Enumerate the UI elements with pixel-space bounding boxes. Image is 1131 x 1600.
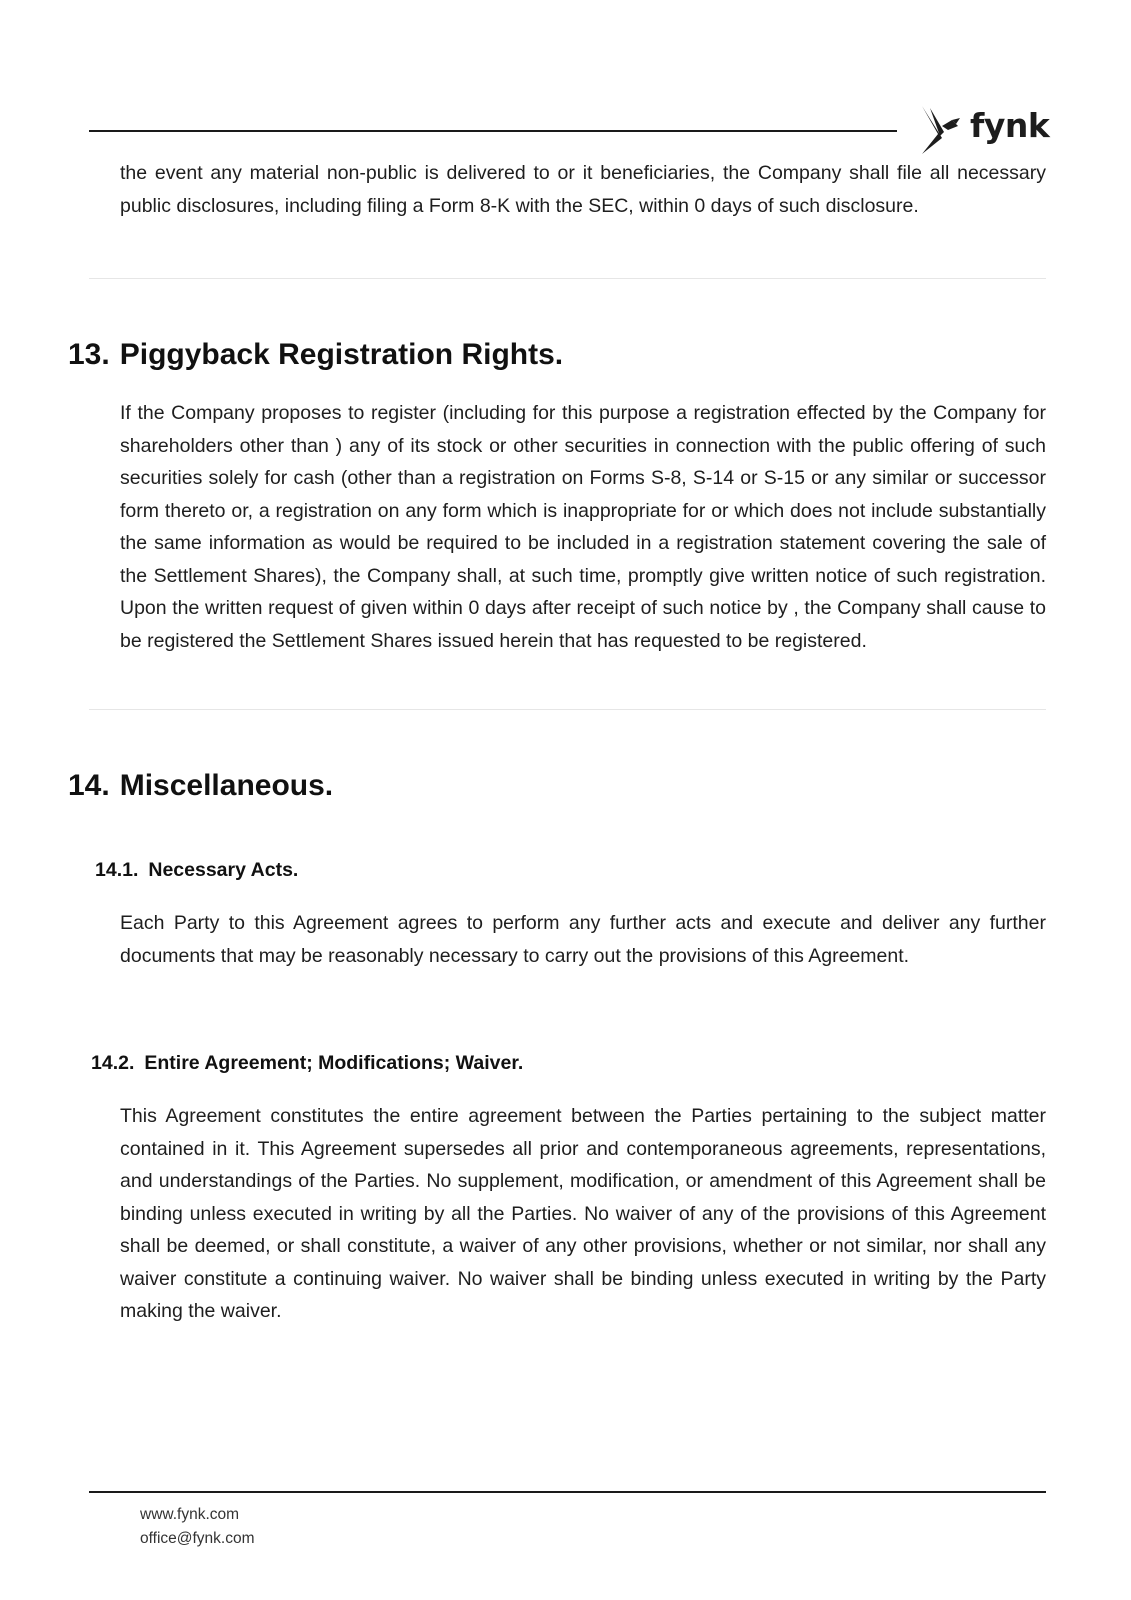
subsection-14-1-heading — [95, 858, 298, 882]
footer-email[interactable]: office@fynk.com — [140, 1530, 255, 1547]
section-divider — [89, 278, 1046, 279]
intro-paragraph: the event any material non-public is delivered to or it beneficiaries, the Company shall file all necessary public disclosures, including filing a Form 8-K with the SEC, within 0 days of such disclosure. — [120, 162, 1046, 217]
subsection-14-1-body: Each Party to this Agreement agrees to perform any further acts and execute and deliver any further documents that may be reasonably necessary to carry out the provisions of this Agreement. — [120, 912, 1046, 967]
subsection-14-2-heading — [91, 1051, 523, 1075]
section-number: 13. — [68, 338, 110, 371]
section-14-heading — [68, 768, 333, 804]
logo — [918, 104, 1049, 160]
bird-icon — [918, 104, 964, 156]
subsection-number: 14.1. — [95, 859, 139, 881]
logo-text: fynk — [970, 106, 1050, 145]
header-divider — [89, 130, 897, 132]
footer — [140, 1503, 255, 1551]
section-divider — [89, 709, 1046, 710]
section-title: Miscellaneous. — [119, 769, 334, 802]
section-13-heading — [68, 337, 563, 373]
footer-divider — [89, 1491, 1046, 1493]
subsection-title: Entire Agreement; Modifications; Waiver. — [144, 1052, 524, 1074]
subsection-number: 14.2. — [91, 1052, 135, 1074]
section-13-body: If the Company proposes to register (including for this purpose a registration effected by the Company for shareholders other than ) any of its stock or other securities in connection with the public offering of such securities solely for cash (other than a registration on Forms S-8, S-14 or S-15 or any similar or successor form thereto or, a registration on any form which is inappropriate for or which does not include substantially the same information as would be required to be included in a registration statement covering the sale of the Settlement Shares), the Company shall, at such time, promptly give written notice of such registration. Upon the written request of given within 0 days after receipt of such notice by , the Company shall cause to be registered the Settlement Shares issued herein that has requested to be registered. — [120, 402, 1046, 652]
section-number: 14. — [68, 769, 110, 802]
footer-website[interactable]: www.fynk.com — [140, 1506, 240, 1523]
subsection-14-2-body: This Agreement constitutes the entire agreement between the Parties pertaining to the subject matter contained in it. This Agreement supersedes all prior and contemporaneous agreements, representations, and understandings of the Parties. No supplement, modification, or amendment of this Agreement shall be binding unless executed in writing by all the Parties. No waiver of any of the provisions of this Agreement shall be deemed, or shall constitute, a waiver of any other provisions, whether or not similar, nor shall any waiver constitute a continuing waiver. No waiver shall be binding unless executed in writing by the Party making the waiver. — [120, 1105, 1046, 1322]
subsection-title: Necessary Acts. — [148, 859, 299, 881]
section-title: Piggyback Registration Rights. — [119, 338, 564, 371]
